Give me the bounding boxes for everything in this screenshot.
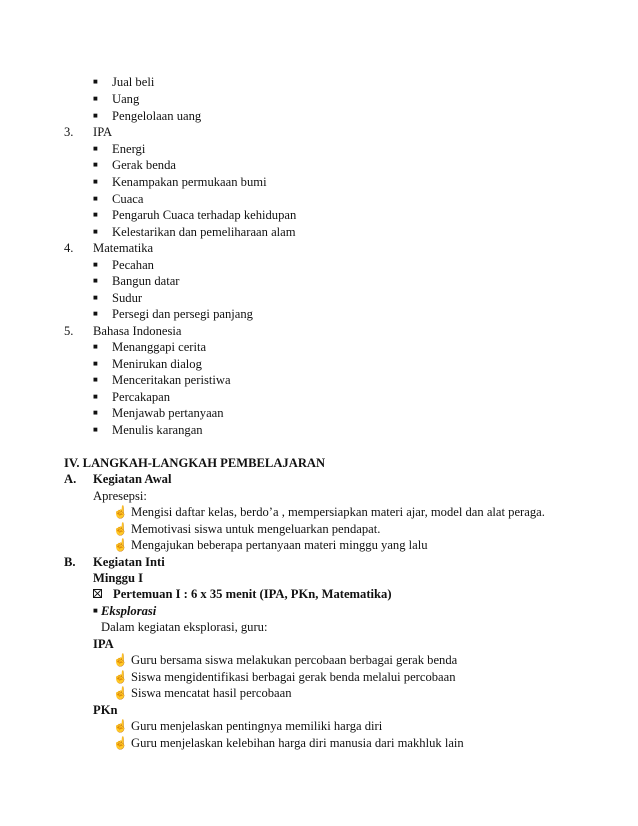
activity-item: Siswa mengidentifikasi berbagai gerak benda melalui percobaan: [131, 670, 456, 684]
list-item: Menirukan dialog: [112, 357, 202, 371]
meeting-title: Pertemuan I : 6 x 35 menit (IPA, PKn, Matematika): [113, 587, 392, 601]
bullet-icon: ■: [93, 359, 98, 368]
topic-number: 5.: [64, 324, 74, 338]
list-item: Pengelolaan uang: [112, 109, 202, 123]
list-item: Pengaruh Cuaca terhadap kehidupan: [112, 208, 297, 222]
list-item: Sudur: [112, 291, 143, 305]
list-item: Persegi dan persegi panjang: [112, 307, 253, 321]
list-item: Menulis karangan: [112, 423, 203, 437]
section-heading: IV. LANGKAH-LANGKAH PEMBELAJARAN: [64, 456, 326, 470]
subsection-letter: B.: [64, 555, 76, 569]
pointing-hand-icon: ☝: [113, 719, 128, 733]
bullet-icon: ■: [93, 606, 98, 615]
list-item: Gerak benda: [112, 158, 176, 172]
week-label: Minggu I: [93, 571, 144, 585]
list-item: Menanggapi cerita: [112, 340, 207, 354]
topic-title: Bahasa Indonesia: [93, 324, 182, 338]
topic-title: Matematika: [93, 241, 154, 255]
pointing-hand-icon: ☝: [113, 686, 128, 700]
subsection-title: Kegiatan Awal: [93, 472, 172, 486]
list-item: Kelestarikan dan pemeliharaan alam: [112, 225, 296, 239]
apersepsi-label: Apresepsi:: [93, 489, 147, 503]
list-item: Bangun datar: [112, 274, 180, 288]
subsection-letter: A.: [64, 472, 77, 486]
topic-title: IPA: [93, 125, 113, 139]
list-item: Energi: [112, 142, 146, 156]
pointing-hand-icon: ☝: [113, 670, 128, 684]
list-item: Pecahan: [112, 258, 154, 272]
list-item: Kenampakan permukaan bumi: [112, 175, 267, 189]
bullet-icon: ■: [93, 425, 98, 434]
list-item: Uang: [112, 92, 140, 106]
bullet-icon: ■: [93, 392, 98, 401]
topic-number: 4.: [64, 241, 74, 255]
activity-item: Guru menjelaskan pentingnya memiliki harga diri: [131, 719, 383, 733]
bullet-icon: ■: [93, 309, 98, 318]
pointing-hand-icon: ☝: [113, 538, 128, 552]
pointing-hand-icon: ☝: [113, 522, 128, 536]
bullet-icon: ■: [93, 160, 98, 169]
pointing-hand-icon: ☝: [113, 736, 128, 750]
bullet-icon: ■: [93, 260, 98, 269]
phase-intro: Dalam kegiatan eksplorasi, guru:: [101, 620, 268, 634]
activity-item: Guru bersama siswa melakukan percobaan berbagai gerak benda: [131, 653, 458, 667]
bullet-icon: ■: [93, 194, 98, 203]
list-item: Percakapan: [112, 390, 171, 404]
bullet-icon: ■: [93, 144, 98, 153]
bullet-icon: ■: [93, 293, 98, 302]
bullet-icon: ■: [93, 408, 98, 417]
activity-item: Siswa mencatat hasil percobaan: [131, 686, 292, 700]
bullet-icon: ■: [93, 111, 98, 120]
list-item: Menceritakan peristiwa: [112, 373, 231, 387]
phase-title: Eksplorasi: [101, 604, 157, 618]
subject-label: PKn: [93, 703, 118, 717]
bullet-icon: ■: [93, 342, 98, 351]
list-item: Cuaca: [112, 192, 144, 206]
activity-item: Memotivasi siswa untuk mengeluarkan pendapat.: [131, 522, 381, 536]
pointing-hand-icon: ☝: [113, 505, 128, 519]
bullet-icon: ■: [93, 177, 98, 186]
pointing-hand-icon: ☝: [113, 653, 128, 667]
bullet-icon: ■: [93, 375, 98, 384]
bullet-icon: ■: [93, 94, 98, 103]
bullet-icon: ■: [93, 210, 98, 219]
subject-label: IPA: [93, 637, 114, 651]
activity-item: Mengajukan beberapa pertanyaan materi minggu yang lalu: [131, 538, 428, 552]
list-item: Jual beli: [112, 75, 155, 89]
topic-number: 3.: [64, 125, 74, 139]
bullet-icon: ■: [93, 77, 98, 86]
activity-item: Mengisi daftar kelas, berdo’a , mempersiapkan materi ajar, model dan alat peraga.: [131, 505, 545, 519]
activity-item: Guru menjelaskan kelebihan harga diri manusia dari makhluk lain: [131, 736, 464, 750]
bullet-icon: ■: [93, 227, 98, 236]
checked-box-icon: [93, 589, 102, 598]
subsection-title: Kegiatan Inti: [93, 555, 165, 569]
bullet-icon: ■: [93, 276, 98, 285]
list-item: Menjawab pertanyaan: [112, 406, 224, 420]
